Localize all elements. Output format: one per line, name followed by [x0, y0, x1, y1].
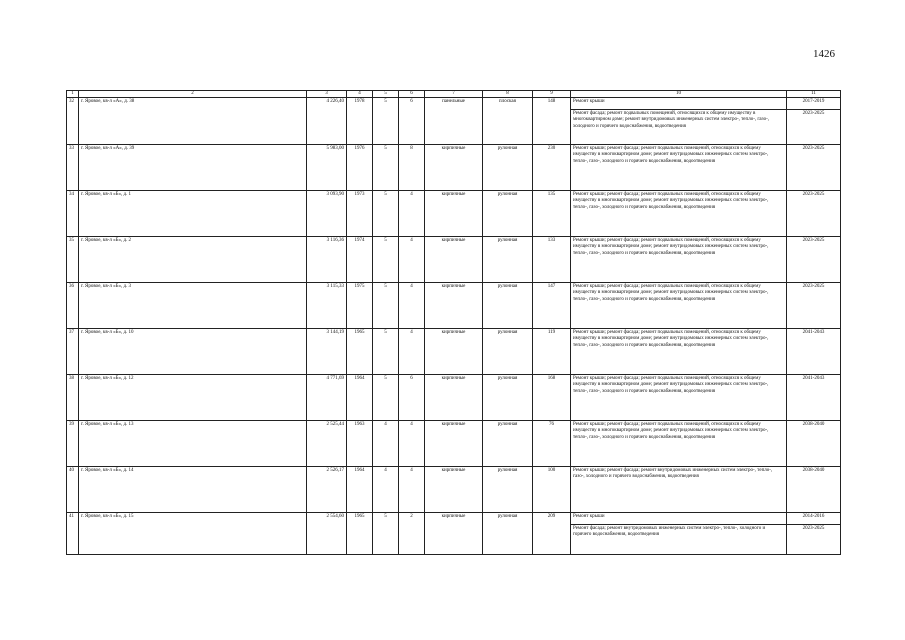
entrances-cell: 8: [399, 145, 425, 191]
address-cell: г. Яровое, кв-л «Б», д. 14: [79, 467, 307, 513]
header-cell: 11: [787, 91, 841, 98]
period-cell: 2017-2019: [787, 98, 841, 110]
header-cell: 3: [307, 91, 347, 98]
row-number: 32: [67, 98, 79, 145]
registry-table: [66, 90, 841, 555]
works-cell: Ремонт крыши: [571, 513, 787, 525]
address-cell: г. Яровое, кв-л «Б», д. 3: [79, 283, 307, 329]
walls-cell: кирпичные: [425, 375, 483, 421]
row-number: 40: [67, 467, 79, 513]
period-cell: 2038-2040: [787, 467, 841, 513]
walls-cell: кирпичные: [425, 421, 483, 467]
roof-cell: плоская: [483, 98, 533, 145]
roof-cell: рулонная: [483, 421, 533, 467]
table-row: [67, 98, 841, 110]
works-cell: Ремонт крыши; ремонт фасада; ремонт подвальных помещений, относящихся к общему имуществу в многоквартирном доме; ремонт внутридомовых инженерных систем электро-, тепло-, газо-, холодного и горячего водоснабжения, водоотведения: [571, 145, 787, 191]
row-number: 33: [67, 145, 79, 191]
address-cell: г. Яровое, кв-л «А», д. 38: [79, 98, 307, 145]
entrances-cell: 6: [399, 98, 425, 145]
floors-cell: 5: [373, 237, 399, 283]
page-number: 1426: [813, 48, 835, 60]
year-cell: 1964: [347, 375, 373, 421]
floors-cell: 5: [373, 98, 399, 145]
roof-cell: рулонная: [483, 513, 533, 555]
table-row: [67, 375, 841, 421]
entrances-cell: 4: [399, 191, 425, 237]
area-cell: 4 771,69: [307, 375, 347, 421]
row-number: 41: [67, 513, 79, 555]
year-cell: 1973: [347, 191, 373, 237]
walls-cell: кирпичные: [425, 329, 483, 375]
header-row: [67, 91, 841, 98]
header-cell: 10: [571, 91, 787, 98]
flats-cell: 76: [533, 421, 571, 467]
year-cell: 1974: [347, 237, 373, 283]
walls-cell: кирпичные: [425, 237, 483, 283]
flats-cell: 133: [533, 237, 571, 283]
address-cell: г. Яровое, кв-л «Б», д. 15: [79, 513, 307, 555]
entrances-cell: 4: [399, 237, 425, 283]
walls-cell: кирпичные: [425, 191, 483, 237]
address-cell: г. Яровое, кв-л «Б», д. 13: [79, 421, 307, 467]
period-cell: 2041-2043: [787, 375, 841, 421]
entrances-cell: 4: [399, 283, 425, 329]
period-cell: 2014-2016: [787, 513, 841, 525]
entrances-cell: 6: [399, 375, 425, 421]
works-cell: Ремонт крыши; ремонт фасада; ремонт подвальных помещений, относящихся к общему имуществу в многоквартирном доме; ремонт внутридомовых инженерных систем электро-, тепло-, газо-, холодного и горячего водоснабжения, водоотведения: [571, 421, 787, 467]
header-cell: 1: [67, 91, 79, 98]
period-cell: 2023-2025: [787, 191, 841, 237]
header-cell: 5: [373, 91, 399, 98]
header-cell: 4: [347, 91, 373, 98]
entrances-cell: 4: [399, 467, 425, 513]
walls-cell: кирпичные: [425, 283, 483, 329]
table-row: [67, 191, 841, 237]
area-cell: 2 526,17: [307, 467, 347, 513]
works-cell: Ремонт фасада; ремонт внутридомовых инженерных систем электро-, тепло-, холодного и горячего водоснабжения, водоотведения: [571, 525, 787, 555]
row-number: 35: [67, 237, 79, 283]
year-cell: 1978: [347, 98, 373, 145]
period-cell: 2041-2043: [787, 329, 841, 375]
floors-cell: 4: [373, 467, 399, 513]
row-number: 39: [67, 421, 79, 467]
area-cell: 2 525,44: [307, 421, 347, 467]
flats-cell: 230: [533, 145, 571, 191]
period-cell: 2023-2025: [787, 283, 841, 329]
period-cell: 2038-2040: [787, 421, 841, 467]
entrances-cell: 4: [399, 421, 425, 467]
walls-cell: кирпичные: [425, 145, 483, 191]
header-cell: 7: [425, 91, 483, 98]
works-cell: Ремонт крыши: [571, 98, 787, 110]
table-row: [67, 283, 841, 329]
header-cell: 6: [399, 91, 425, 98]
roof-cell: рулонная: [483, 237, 533, 283]
year-cell: 1975: [347, 283, 373, 329]
floors-cell: 5: [373, 145, 399, 191]
period-cell: 2023-2025: [787, 110, 841, 145]
roof-cell: рулонная: [483, 375, 533, 421]
floors-cell: 5: [373, 191, 399, 237]
flats-cell: 209: [533, 513, 571, 555]
walls-cell: панельные: [425, 98, 483, 145]
year-cell: 1965: [347, 329, 373, 375]
floors-cell: 5: [373, 283, 399, 329]
works-cell: Ремонт крыши; ремонт фасада; ремонт подвальных помещений, относящихся к общему имуществу в многоквартирном доме; ремонт внутридомовых инженерных систем электро-, тепло-, газо-, холодного и горячего водоснабжения, водоотведения: [571, 237, 787, 283]
address-cell: г. Яровое, кв-л «А», д. 39: [79, 145, 307, 191]
flats-cell: 119: [533, 329, 571, 375]
year-cell: 1976: [347, 145, 373, 191]
row-number: 34: [67, 191, 79, 237]
works-cell: Ремонт крыши; ремонт фасада; ремонт подвальных помещений, относящихся к общему имуществу в многоквартирном доме; ремонт внутридомовых инженерных систем электро-, тепло-, газо-, холодного и горячего водоснабжения, водоотведения: [571, 375, 787, 421]
header-cell: 2: [79, 91, 307, 98]
address-cell: г. Яровое, кв-л «Б», д. 1: [79, 191, 307, 237]
area-cell: 4 226,40: [307, 98, 347, 145]
roof-cell: рулонная: [483, 191, 533, 237]
table-row: [67, 237, 841, 283]
address-cell: г. Яровое, кв-л «Б», д. 12: [79, 375, 307, 421]
flats-cell: 100: [533, 467, 571, 513]
flats-cell: 147: [533, 283, 571, 329]
period-cell: 2023-2025: [787, 525, 841, 555]
table-row: [67, 145, 841, 191]
period-cell: 2023-2025: [787, 145, 841, 191]
flats-cell: 168: [533, 375, 571, 421]
row-number: 38: [67, 375, 79, 421]
year-cell: 1964: [347, 467, 373, 513]
roof-cell: рулонная: [483, 145, 533, 191]
address-cell: г. Яровое, кв-л «Б», д. 2: [79, 237, 307, 283]
walls-cell: кирпичные: [425, 467, 483, 513]
table-row: [67, 421, 841, 467]
area-cell: 3 116,36: [307, 237, 347, 283]
flats-cell: 135: [533, 191, 571, 237]
floors-cell: 5: [373, 513, 399, 555]
floors-cell: 5: [373, 375, 399, 421]
floors-cell: 5: [373, 329, 399, 375]
table-row: [67, 513, 841, 525]
area-cell: 5 983,00: [307, 145, 347, 191]
row-number: 36: [67, 283, 79, 329]
address-cell: г. Яровое, кв-л «Б», д. 10: [79, 329, 307, 375]
period-cell: 2023-2025: [787, 237, 841, 283]
area-cell: 2 554,60: [307, 513, 347, 555]
entrances-cell: 2: [399, 513, 425, 555]
walls-cell: кирпичные: [425, 513, 483, 555]
area-cell: 3 144,19: [307, 329, 347, 375]
area-cell: 3 093,90: [307, 191, 347, 237]
floors-cell: 4: [373, 421, 399, 467]
header-cell: 8: [483, 91, 533, 98]
flats-cell: 148: [533, 98, 571, 145]
area-cell: 3 115,33: [307, 283, 347, 329]
table-row: [67, 329, 841, 375]
roof-cell: рулонная: [483, 329, 533, 375]
header-cell: 9: [533, 91, 571, 98]
roof-cell: рулонная: [483, 283, 533, 329]
table-row: [67, 467, 841, 513]
works-cell: Ремонт крыши; ремонт фасада; ремонт внутридомовых инженерных систем электро-, тепло-, газо-, холодного и горячего водоснабжения, водоотведения: [571, 467, 787, 513]
works-cell: Ремонт крыши; ремонт фасада; ремонт подвальных помещений, относящихся к общему имуществу в многоквартирном доме; ремонт внутридомовых инженерных систем электро-, тепло-, газо-, холодного и горячего водоснабжения, водоотведения: [571, 329, 787, 375]
roof-cell: рулонная: [483, 467, 533, 513]
row-number: 37: [67, 329, 79, 375]
year-cell: 1963: [347, 421, 373, 467]
year-cell: 1965: [347, 513, 373, 555]
works-cell: Ремонт фасада; ремонт подвальных помещений, относящихся к общему имуществу в многоквартирном доме; ремонт внутридомовых инженерных систем электро-, тепло-, газо-, холодного и горячего водоснабжения, водоотведения: [571, 110, 787, 145]
entrances-cell: 4: [399, 329, 425, 375]
works-cell: Ремонт крыши; ремонт фасада; ремонт подвальных помещений, относящихся к общему имуществу в многоквартирном доме; ремонт внутридомовых инженерных систем электро-, тепло-, газо-, холодного и горячего водоснабжения, водоотведения: [571, 191, 787, 237]
works-cell: Ремонт крыши; ремонт фасада; ремонт подвальных помещений, относящихся к общему имуществу в многоквартирном доме; ремонт внутридомовых инженерных систем электро-, тепло-, газо-, холодного и горячего водоснабжения, водоотведения: [571, 283, 787, 329]
